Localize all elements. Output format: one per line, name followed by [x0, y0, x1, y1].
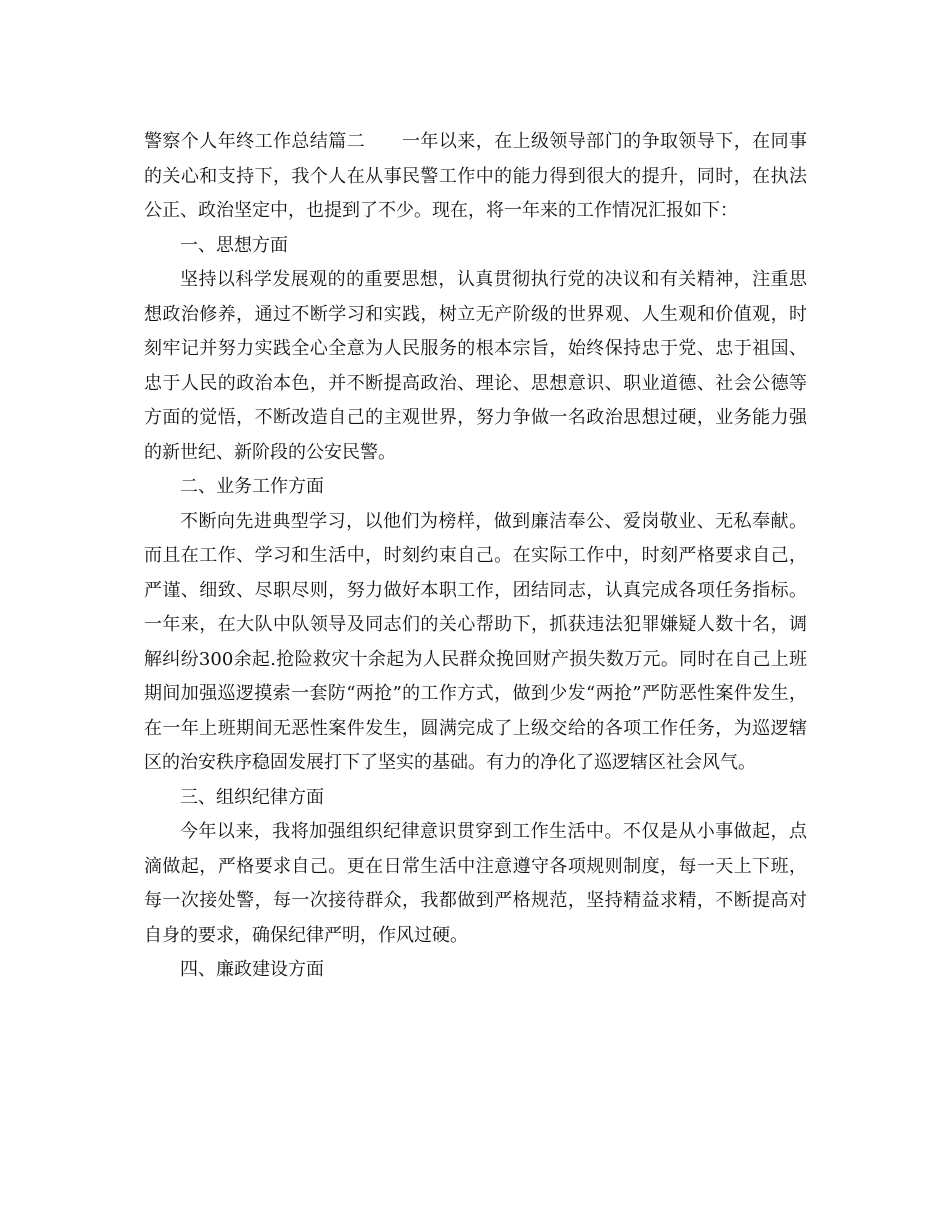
- section-heading-work: 二、业务工作方面: [180, 476, 324, 497]
- section-heading-integrity: 四、廉政建设方面: [180, 959, 324, 980]
- section-body-ideology: 坚持以科学发展观的的重要思想，认真贯彻执行党的决议和有关精神，注重思想政治修养，通过不断学习和实践，树立无产阶级的世界观、人生观和价值观，时刻牢记并努力实践全心全意为人民服务的根本宗旨，始终保持忠于党、忠于祖国、忠于人民的政治本色，并不断提高政治、理论、思想意识、职业道德、社会公德等方面的觉悟，不断改造自己的主观世界，努力争做一名政治思想过硬，业务能力强的新世纪、新阶段的公安民警。: [144, 269, 807, 463]
- section-body-work: 不断向先进典型学习，以他们为榜样，做到廉洁奉公、爱岗敬业、无私奉献。而且在工作、学习和生活中，时刻约束自己。在实际工作中，时刻严格要求自己，严谨、细致、尽职尽则，努力做好本职工作，团结同志，认真完成各项任务指标。一年来，在大队中队领导及同志们的关心帮助下，抓获违法犯罪嫌疑人数十名，调解纠纷300余起.抢险救灾十余起为人民群众挽回财产损失数万元。同时在自己上班期间加强巡逻摸索一套防“两抢”的工作方式，做到少发“两抢”严防恶性案件发生，在一年上班期间无恶性案件发生，圆满完成了上级交给的各项工作任务，为巡逻辖区的治安秩序稳固发展打下了坚实的基础。有力的净化了巡逻辖区社会风气。: [144, 510, 807, 773]
- section-body-discipline: 今年以来，我将加强组织纪律意识贯穿到工作生活中。不仅是从小事做起，点滴做起，严格要求自己。更在日常生活中注意遵守各项规则制度，每一天上下班，每一次接处警，每一次接待群众，我都做到严格规范，坚持精益求精，不断提高对自身的要求，确保纪律严明，作风过硬。: [144, 821, 807, 946]
- intro-paragraph: 警察个人年终工作总结篇二 一年以来，在上级领导部门的争取领导下，在同事的关心和支持下，我个人在从事民警工作中的能力得到很大的提升，同时，在执法公正、政治坚定中，也提到了不少。现在，将一年来的工作情况汇报如下：: [144, 131, 807, 221]
- section-heading-ideology: 一、思想方面: [180, 234, 288, 256]
- document-body: [144, 125, 807, 988]
- section-heading-discipline: 三、组织纪律方面: [180, 786, 324, 808]
